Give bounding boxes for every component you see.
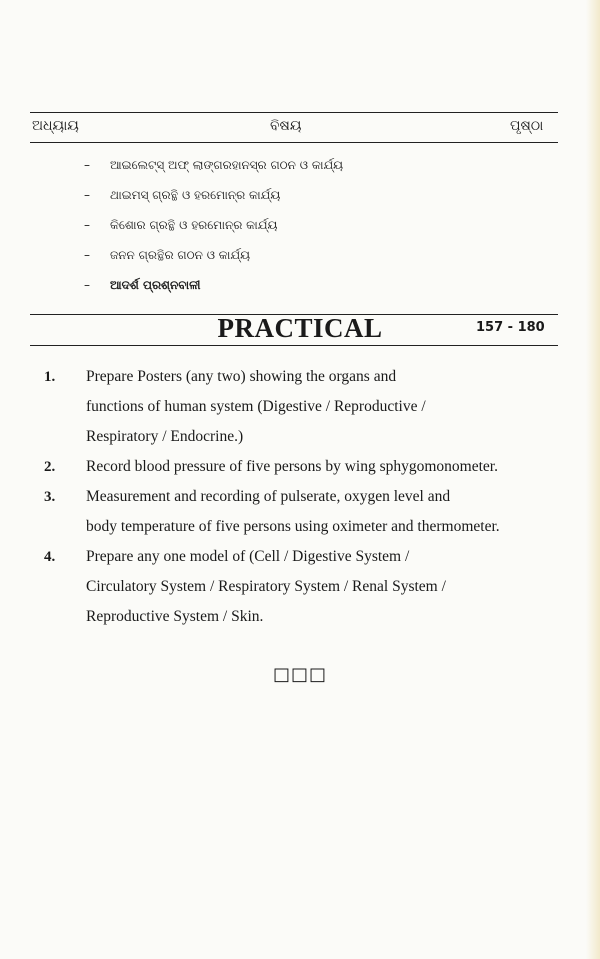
practical-bottom-rule [30, 345, 558, 346]
chapter-column-header: ଅଧ୍ୟାୟ [32, 118, 79, 134]
toc-item [84, 150, 343, 180]
toc-item [84, 270, 343, 300]
page-column-header: ପୃଷ୍ଠା [510, 118, 544, 134]
toc-dash: – [84, 248, 90, 262]
toc-item [84, 180, 343, 210]
toc-dash: – [84, 188, 90, 202]
subject-column-header: ବିଷୟ [270, 118, 302, 134]
end-of-section-mark: □□□ [272, 664, 328, 685]
practical-title: PRACTICAL [217, 313, 383, 343]
item-number: 2. [44, 459, 56, 475]
item-line: body temperature of five persons using oximeter and thermometer. [86, 518, 500, 535]
toc-list [84, 150, 343, 300]
toc-item-text: ଥାଇମସ୍ ଗ୍ରନ୍ଥି ଓ ହରମୋନ୍‌ର କାର୍ଯ୍ୟ [110, 188, 281, 202]
practical-item [44, 482, 554, 542]
toc-item-text: ଜନନ ଗ୍ରନ୍ଥିର ଗଠନ ଓ କାର୍ଯ୍ୟ [110, 248, 250, 262]
toc-dash: – [84, 158, 90, 172]
practical-list [44, 362, 554, 632]
toc-item-text: ଆଦର୍ଶ ପ୍ରଶ୍ନବାଳୀ [110, 278, 201, 292]
item-line: Respiratory / Endocrine.) [86, 428, 244, 445]
practical-item [44, 362, 554, 452]
practical-item [44, 452, 554, 482]
item-line: functions of human system (Digestive / Reproductive / [86, 398, 426, 415]
practical-item [44, 542, 554, 632]
item-line: Prepare any one model of (Cell / Digestive System / [86, 548, 410, 565]
toc-item [84, 210, 343, 240]
header-bottom-rule [30, 142, 558, 143]
item-number: 1. [44, 369, 56, 385]
toc-item [84, 240, 343, 270]
header-top-rule [30, 112, 558, 113]
item-line: Record blood pressure of five persons by wing sphygomonometer. [86, 458, 498, 475]
item-line: Circulatory System / Respiratory System / Renal System / [86, 578, 446, 595]
toc-dash: – [84, 218, 90, 232]
practical-page-range: 157 - 180 [476, 320, 545, 335]
item-number: 4. [44, 549, 56, 565]
item-line: Reproductive System / Skin. [86, 608, 264, 625]
item-line: Prepare Posters (any two) showing the organs and [86, 368, 397, 385]
toc-item-text: କିଶୋର ଗ୍ରନ୍ଥି ଓ ହରମୋନ୍‌ର କାର୍ଯ୍ୟ [110, 218, 278, 232]
page-edge-shadow [586, 0, 600, 959]
toc-item-text: ଆଇଲେଟ୍ସ୍ ଅଫ୍ ଲାଙ୍ଗରହାନସ୍‌ର ଗଠନ ଓ କାର୍ଯ୍ୟ [110, 158, 344, 172]
toc-dash: – [84, 278, 90, 292]
item-number: 3. [44, 489, 56, 505]
item-line: Measurement and recording of pulserate, oxygen level and [86, 488, 451, 505]
